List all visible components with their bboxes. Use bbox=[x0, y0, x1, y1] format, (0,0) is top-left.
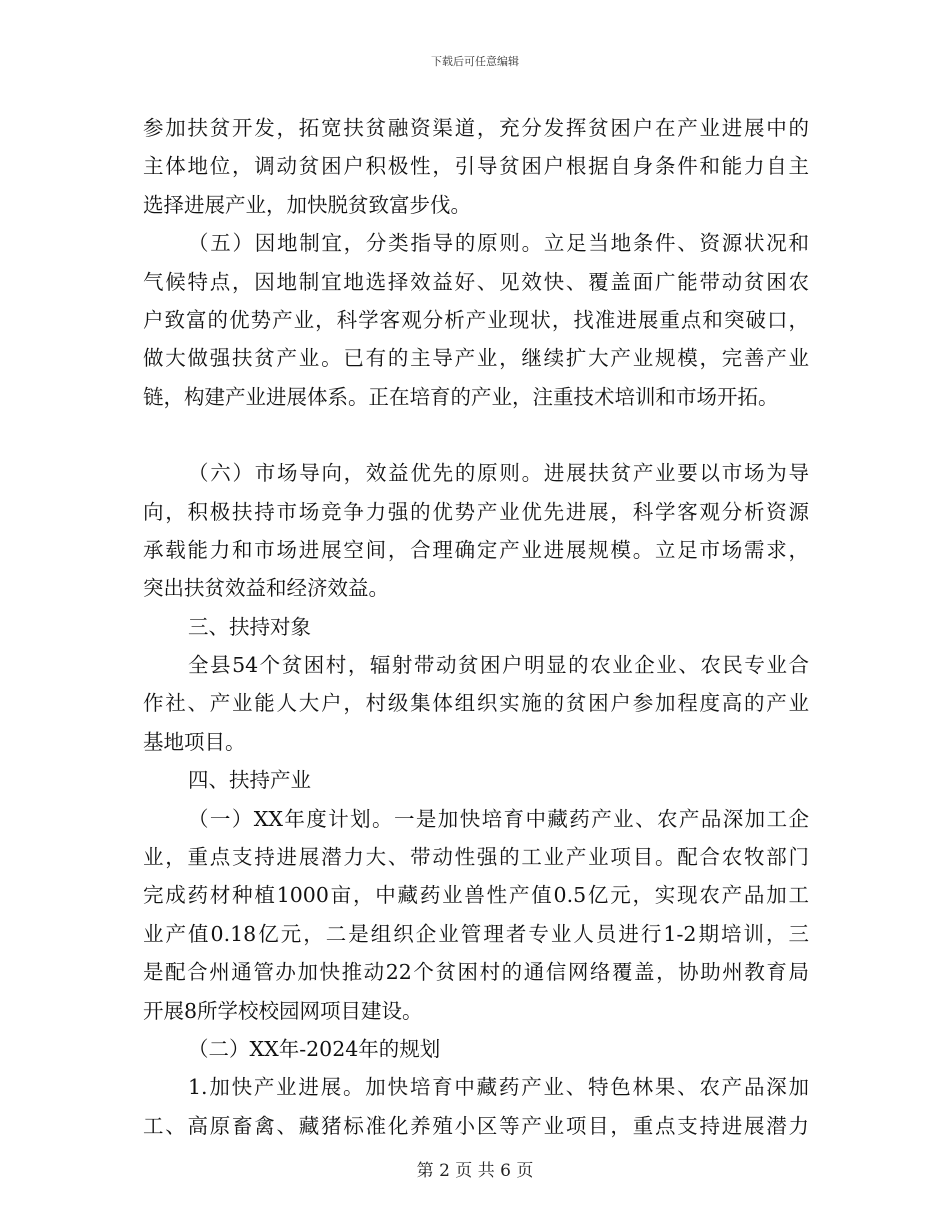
section-heading-support-targets: 三、扶持对象 bbox=[188, 614, 311, 639]
text-line: 业，重点支持进展潜力大、带动性强的工业产业项目。配合农牧部门 bbox=[143, 845, 809, 870]
paragraph-5-principle bbox=[143, 224, 809, 416]
paragraph-support-targets bbox=[143, 646, 809, 761]
paragraph-accelerate-industry bbox=[143, 1068, 809, 1145]
paragraph-annual-plan bbox=[143, 800, 809, 1030]
text-line: 作社、产业能人大户，村级集体组织实施的贫困户参加程度高的产业 bbox=[143, 691, 809, 716]
text-line: （五）因地制宜，分类指导的原则。立足当地条件、资源状况和 bbox=[188, 231, 809, 256]
page-number-footer: 第 2 页 共 6 页 bbox=[416, 1161, 534, 1181]
text-line: 基地项目。 bbox=[143, 729, 246, 754]
text-line: 气候特点，因地制宜地选择效益好、见效快、覆盖面广能带动贫困农 bbox=[143, 269, 809, 294]
section-heading-support-industries: 四、扶持产业 bbox=[188, 768, 311, 793]
text-line: 参加扶贫开发，拓宽扶贫融资渠道，充分发挥贫困户在产业进展中的 bbox=[143, 116, 809, 140]
text-line: 开展8所学校校园网项目建设。 bbox=[143, 998, 423, 1023]
text-line: 工、高原畜禽、藏猪标准化养殖小区等产业项目，重点支持进展潜力 bbox=[143, 1113, 809, 1138]
text-line: 完成药材种植1000亩，中藏药业兽性产值0.5亿元，实现农产品加工 bbox=[143, 883, 809, 908]
text-line: 做大做强扶贫产业。已有的主导产业，继续扩大产业规模，完善产业 bbox=[143, 346, 809, 371]
page-header-note: 下载后可任意编辑 bbox=[431, 55, 519, 68]
text-line: 1.加快产业进展。加快培育中藏药产业、特色林果、农产品深加 bbox=[188, 1075, 809, 1100]
text-line: 户致富的优势产业，科学客观分析产业现状，找准进展重点和突破口， bbox=[143, 307, 809, 332]
text-line: 承载能力和市场进展空间，合理确定产业进展规模。立足市场需求， bbox=[143, 537, 809, 562]
paragraph-6-principle bbox=[143, 454, 809, 608]
text-line: 主体地位，调动贫困户积极性，引导贫困户根据自身条件和能力自主 bbox=[143, 154, 809, 179]
subsection-heading-plan: （二）XX年-2024年的规划 bbox=[188, 1036, 441, 1061]
text-line: （一）XX年度计划。一是加快培育中藏药产业、农产品深加工企 bbox=[188, 806, 809, 831]
paragraph-gap bbox=[143, 416, 809, 454]
text-line: 业产值0.18亿元，二是组织企业管理者专业人员进行1-2期培训，三 bbox=[143, 921, 809, 946]
text-line: 是配合州通管办加快推动22个贫困村的通信网络覆盖，协助州教育局 bbox=[143, 960, 809, 985]
document-body bbox=[143, 109, 809, 1145]
text-line: 选择进展产业，加快脱贫致富步伐。 bbox=[143, 192, 471, 217]
text-line: （六）市场导向，效益优先的原则。进展扶贫产业要以市场为导 bbox=[188, 461, 809, 486]
text-line: 向，积极扶持市场竞争力强的优势产业优先进展，科学客观分析资源 bbox=[143, 499, 809, 524]
paragraph-1 bbox=[143, 109, 809, 224]
text-line: 突出扶贫效益和经济效益。 bbox=[143, 576, 389, 601]
text-line: 链，构建产业进展体系。正在培育的产业，注重技术培训和市场开拓。 bbox=[143, 384, 779, 409]
text-line: 全县54个贫困村，辐射带动贫困户明显的农业企业、农民专业合 bbox=[188, 653, 809, 678]
